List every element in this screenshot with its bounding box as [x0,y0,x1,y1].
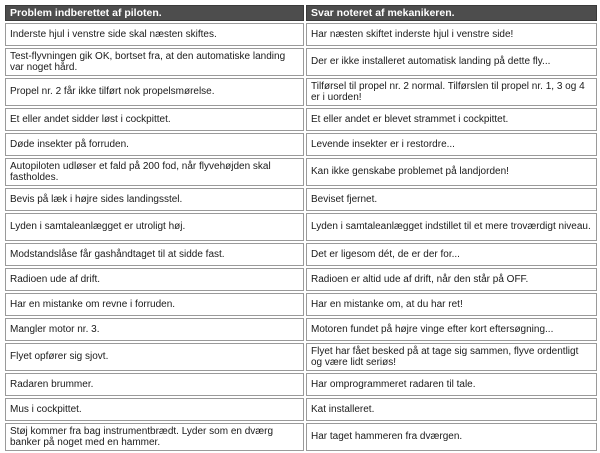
pilot-problem-cell: Lyden i samtaleanlægget er utroligt høj. [5,213,304,241]
mechanic-answer-cell: Lyden i samtaleanlægget indstillet til et mere troværdigt niveau. [306,213,597,241]
pilot-problem-cell: Et eller andet sidder løst i cockpittet. [5,108,304,131]
table-row [5,213,597,241]
pilot-problem-cell: Radaren brummer. [5,373,304,396]
table-row [5,188,597,211]
mechanic-answer-cell: Beviset fjernet. [306,188,597,211]
pilot-problem-cell: Bevis på læk i højre sides landingsstel. [5,188,304,211]
mechanic-answer-cell: Radioen er altid ude af drift, når den står på OFF. [306,268,597,291]
mechanic-answer-cell: Det er ligesom dét, de er der for... [306,243,597,266]
pilot-problem-cell: Mangler motor nr. 3. [5,318,304,341]
mechanic-answer-cell: Motoren fundet på højre vinge efter kort eftersøgning... [306,318,597,341]
mechanic-answer-cell: Har en mistanke om, at du har ret! [306,293,597,316]
table-row [5,398,597,421]
table-row [5,23,597,46]
pilot-problem-cell: Flyet opfører sig sjovt. [5,343,304,371]
column-header-pilot-problem: Problem indberettet af piloten. [5,5,304,21]
mechanic-answer-cell: Har taget hammeren fra dværgen. [306,423,597,451]
table-row [5,158,597,186]
pilot-problem-cell: Propel nr. 2 får ikke tilført nok propelsmørelse. [5,78,304,106]
pilot-problem-cell: Test-flyvningen gik OK, bortset fra, at den automatiske landing var noget hård. [5,48,304,76]
pilot-problem-cell: Inderste hjul i venstre side skal næsten skiftes. [5,23,304,46]
pilot-problem-cell: Autopiloten udløser et fald på 200 fod, når flyvehøjden skal fastholdes. [5,158,304,186]
mechanic-answer-cell: Der er ikke installeret automatisk landing på dette fly... [306,48,597,76]
pilot-mechanic-table-sheet [3,3,597,448]
pilot-problem-cell: Modstandslåse får gashåndtaget til at sidde fast. [5,243,304,266]
mechanic-answer-cell: Levende insekter er i restordre... [306,133,597,156]
table-row [5,343,597,371]
table-row [5,133,597,156]
table-row [5,318,597,341]
table-row [5,268,597,291]
mechanic-answer-cell: Flyet har fået besked på at tage sig sammen, flyve ordentligt og være lidt seriøs! [306,343,597,371]
table-body [5,23,597,451]
pilot-problem-cell: Har en mistanke om revne i forruden. [5,293,304,316]
pilot-problem-cell: Døde insekter på forruden. [5,133,304,156]
mechanic-answer-cell: Et eller andet er blevet strammet i cockpittet. [306,108,597,131]
table-row [5,293,597,316]
table-row [5,78,597,106]
pilot-mechanic-table [3,3,599,453]
table-row [5,423,597,451]
column-header-mechanic-answer: Svar noteret af mekanikeren. [306,5,597,21]
table-row [5,48,597,76]
pilot-problem-cell: Mus i cockpittet. [5,398,304,421]
mechanic-answer-cell: Har næsten skiftet inderste hjul i venstre side! [306,23,597,46]
mechanic-answer-cell: Har omprogrammeret radaren til tale. [306,373,597,396]
mechanic-answer-cell: Kan ikke genskabe problemet på landjorden! [306,158,597,186]
pilot-problem-cell: Støj kommer fra bag instrumentbrædt. Lyder som en dværg banker på noget med en hammer. [5,423,304,451]
table-row [5,108,597,131]
table-header-row [5,5,597,21]
mechanic-answer-cell: Tilførsel til propel nr. 2 normal. Tilførslen til propel nr. 1, 3 og 4 er i uorden! [306,78,597,106]
table-row [5,243,597,266]
pilot-problem-cell: Radioen ude af drift. [5,268,304,291]
table-row [5,373,597,396]
mechanic-answer-cell: Kat installeret. [306,398,597,421]
